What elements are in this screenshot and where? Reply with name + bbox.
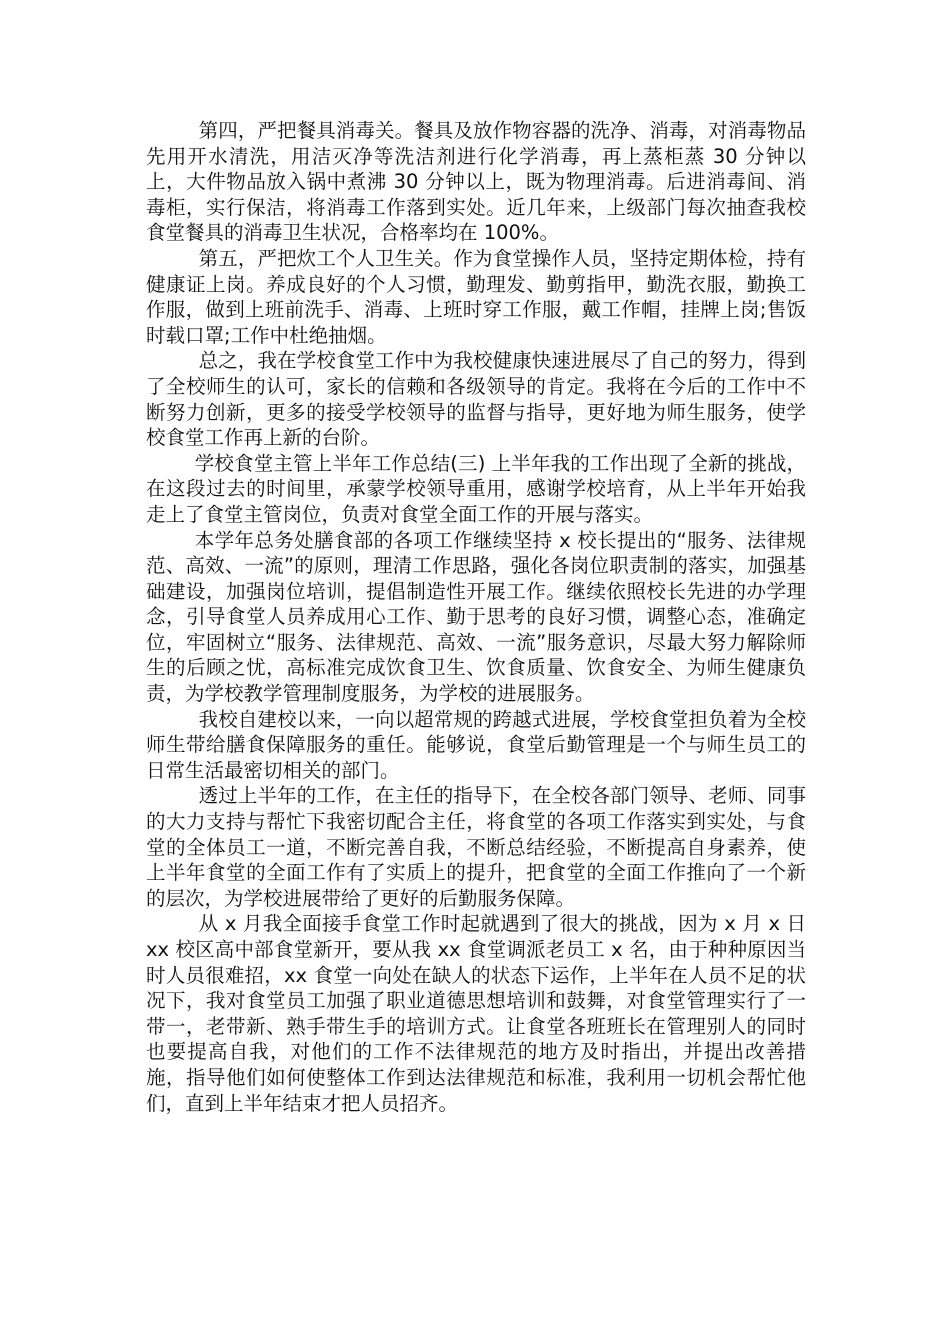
paragraph-half-year-work: 透过上半年的工作，在主任的指导下，在全校各部门领导、老师、同事的大力支持与帮忙下我密切配合主任，将食堂的各项工作落实到实处，与食堂的全体员工一道，不断完善自我，不断总结经验，不断提高自身素养，使上半年食堂的全面工作有了实质上的提升，把食堂的全面工作推向了一个新的层次，为学校进展带给了更好的后勤服务保障。 [146, 784, 806, 910]
paragraph-principles: 本学年总务处膳食部的各项工作继续坚持 x 校长提出的“服务、法律规范、高效、一流”的原则，理清工作思路，强化各岗位职责制的落实，加强基础建设，加强岗位培训，提倡制造性开展工作。继续依照校长先进的办学理念，引导食堂人员养成用心工作、勤于思考的良好习惯，调整心态，准确定位，牢固树立“服务、法律规范、高效、一流”服务意识，尽最大努力解除师生的后顾之忧，高标准完成饮食卫生、饮食质量、饮食安全、为师生健康负责，为学校教学管理制度服务，为学校的进展服务。 [146, 528, 806, 706]
paragraph-report-three-intro: 学校食堂主管上半年工作总结(三) 上半年我的工作出现了全新的挑战，在这段过去的时间里，承蒙学校领导重用，感谢学校培育，从上半年开始我走上了食堂主管岗位，负责对食堂全面工作的开展与落实。 [146, 451, 806, 526]
paragraph-challenges: 从 x 月我全面接手食堂工作时起就遇到了很大的挑战，因为 x 月 x 日 xx 校区高中部食堂新开，要从我 xx 食堂调派老员工 x 名，由于种种原因当时人员很难招，xx 食堂一向处在缺人的状态下运作，上半年在人员不足的状况下，我对食堂员工加强了职业道德思想培训和鼓舞，对食堂管理实行了一带一，老带新、熟手带生手的培训方式。让食堂各班班长在管理别人的同时也要提高自我，对他们的工作不法律规范的地方及时指出，并提出改善措施，指导他们如何使整体工作到达法律规范和标准，我利用一切机会帮忙他们，直到上半年结束才把人员招齐。 [146, 912, 806, 1115]
paragraph-school-history: 我校自建校以来，一向以超常规的跨越式进展，学校食堂担负着为全校师生带给膳食保障服务的重任。能够说，食堂后勤管理是一个与师生员工的日常生活最密切相关的部门。 [146, 707, 806, 782]
document-body [146, 118, 806, 1116]
paragraph-summary: 总之，我在学校食堂工作中为我校健康快速进展尽了自己的努力，得到了全校师生的认可，家长的信赖和各级领导的肯定。我将在今后的工作中不断努力创新，更多的接受学校领导的监督与指导，更好地为师生服务，使学校食堂工作再上新的台阶。 [146, 349, 806, 450]
paragraph-disinfection: 第四，严把餐具消毒关。餐具及放作物容器的洗净、消毒，对消毒物品先用开水清洗，用洁灭净等洗洁剂进行化学消毒，再上蒸柜蒸 30 分钟以上，大件物品放入锅中煮沸 30 分钟以上，既为物理消毒。后进消毒间、消毒柜，实行保洁，将消毒工作落到实处。近几年来，上级部门每次抽查我校食堂餐具的消毒卫生状况，合格率均在 100%。 [146, 119, 806, 245]
paragraph-personal-hygiene: 第五，严把炊工个人卫生关。作为食堂操作人员，坚持定期体检，持有健康证上岗。养成良好的个人习惯，勤理发、勤剪指甲，勤洗衣服，勤换工作服，做到上班前洗手、消毒、上班时穿工作服，戴工作帽，挂牌上岗;售饭时载口罩;工作中杜绝抽烟。 [146, 246, 806, 347]
